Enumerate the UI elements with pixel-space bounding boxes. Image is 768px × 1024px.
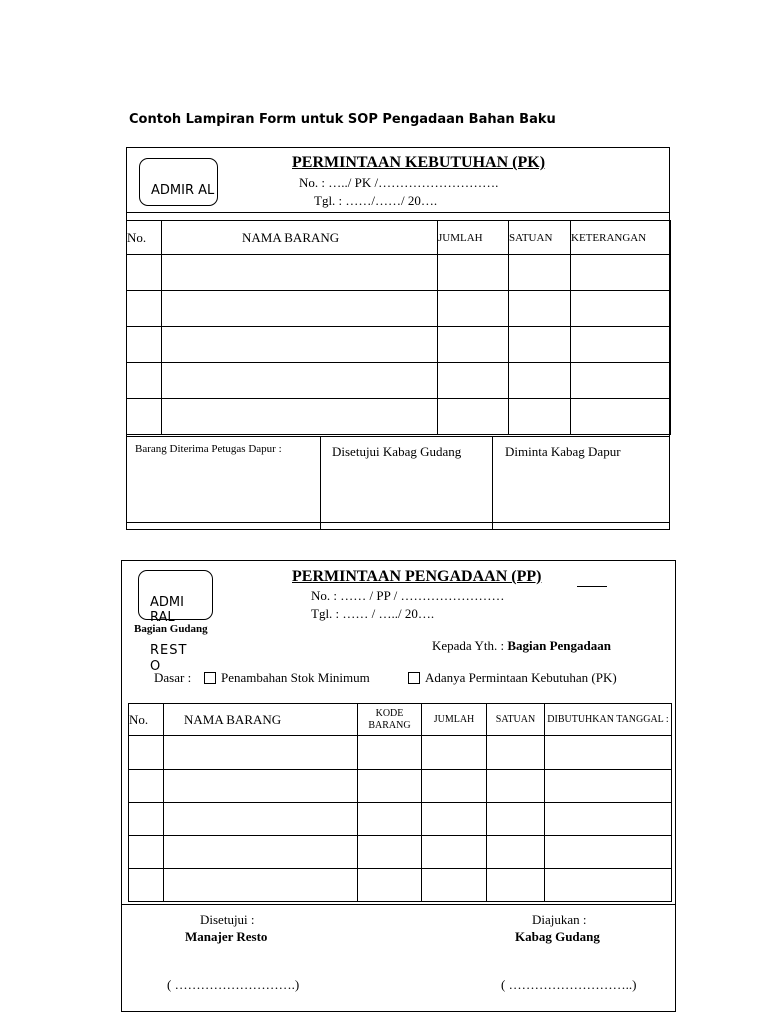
pp-title-underline-extension <box>577 586 607 587</box>
pp-basis-label: Dasar : <box>154 670 192 685</box>
pp-date-field[interactable]: Tgl. : …… / …../ 20…. <box>311 606 435 621</box>
table-row[interactable] <box>129 770 672 803</box>
pp-col-no: No. <box>129 704 164 736</box>
pk-col-keterangan: KETERANGAN <box>571 221 671 255</box>
pk-form <box>126 147 670 530</box>
table-row[interactable] <box>127 327 671 363</box>
pk-signature-area <box>127 436 669 530</box>
table-row[interactable] <box>127 399 671 435</box>
pk-requested-by-label: Diminta Kabag Dapur <box>505 444 621 459</box>
pp-col-dibutuhkan: DIBUTUHKAN TANGGAL : <box>545 704 672 736</box>
pp-option-stock-label: Penambahan Stok Minimum <box>221 670 370 685</box>
pp-sign-right[interactable]: ( ………………………..) <box>501 977 637 992</box>
pk-col-satuan: SATUAN <box>509 221 571 255</box>
pk-date-field[interactable]: Tgl. : ……/……/ 20…. <box>314 193 438 208</box>
pk-col-jumlah: JUMLAH <box>438 221 509 255</box>
pp-logo-caption: Bagian Gudang <box>134 623 208 635</box>
pk-title: PERMINTAAN KEBUTUHAN (PK) <box>292 154 546 171</box>
pp-number-field[interactable]: No. : …… / PP / …………………… <box>311 588 505 603</box>
table-row[interactable] <box>127 291 671 327</box>
pp-approved-label: Disetujui : <box>200 912 255 927</box>
pp-recipient-value: Bagian Pengadaan <box>507 638 611 653</box>
pk-number-field[interactable]: No. : …../ PK /………………………. <box>299 175 499 190</box>
pp-option-pk[interactable] <box>408 670 617 686</box>
pk-bottom-rule <box>127 522 669 523</box>
pp-logo-below: REST O <box>150 643 188 674</box>
pp-title: PERMINTAAN PENGADAAN (PP) <box>292 568 542 585</box>
table-row[interactable] <box>129 736 672 770</box>
pp-logo: ADMI RAL <box>138 570 213 620</box>
pp-option-pk-label: Adanya Permintaan Kebutuhan (PK) <box>425 670 617 685</box>
pp-submitted-role: Kabag Gudang <box>515 929 600 944</box>
pp-submitted-label: Diajukan : <box>532 912 587 927</box>
document-heading: Contoh Lampiran Form untuk SOP Pengadaan Bahan Baku <box>129 112 556 127</box>
pp-signature-area <box>122 904 675 1012</box>
pp-sign-left[interactable]: ( ……………………….) <box>167 977 300 992</box>
checkbox[interactable] <box>408 672 420 684</box>
pk-col-nama-barang: NAMA BARANG <box>162 221 438 255</box>
pp-col-jumlah: JUMLAH <box>422 704 487 736</box>
pp-items-table <box>128 703 672 902</box>
pk-logo: ADMIR AL <box>139 158 218 206</box>
pk-approved-by-label: Disetujui Kabag Gudang <box>332 444 462 459</box>
pp-form <box>121 560 676 1012</box>
pk-items-table <box>126 220 671 435</box>
checkbox[interactable] <box>204 672 216 684</box>
pk-requested-cell[interactable] <box>492 437 669 529</box>
pk-divider <box>127 212 669 213</box>
pp-recipient-label: Kepada Yth. : <box>432 638 505 653</box>
table-row[interactable] <box>127 363 671 399</box>
pk-col-no: No. <box>127 221 162 255</box>
pk-received-by-label: Barang Diterima Petugas Dapur : <box>135 443 282 455</box>
pp-col-kode-barang: KODE BARANG <box>358 704 422 736</box>
pp-recipient <box>432 638 611 654</box>
pp-option-stock[interactable] <box>204 670 370 686</box>
table-row[interactable] <box>129 803 672 836</box>
pp-col-nama-barang: NAMA BARANG <box>164 704 358 736</box>
table-row[interactable] <box>129 869 672 902</box>
table-row[interactable] <box>127 255 671 291</box>
pp-col-satuan: SATUAN <box>487 704 545 736</box>
table-row[interactable] <box>129 836 672 869</box>
pp-approved-role: Manajer Resto <box>185 929 268 944</box>
pk-approval-cell[interactable] <box>320 437 492 529</box>
